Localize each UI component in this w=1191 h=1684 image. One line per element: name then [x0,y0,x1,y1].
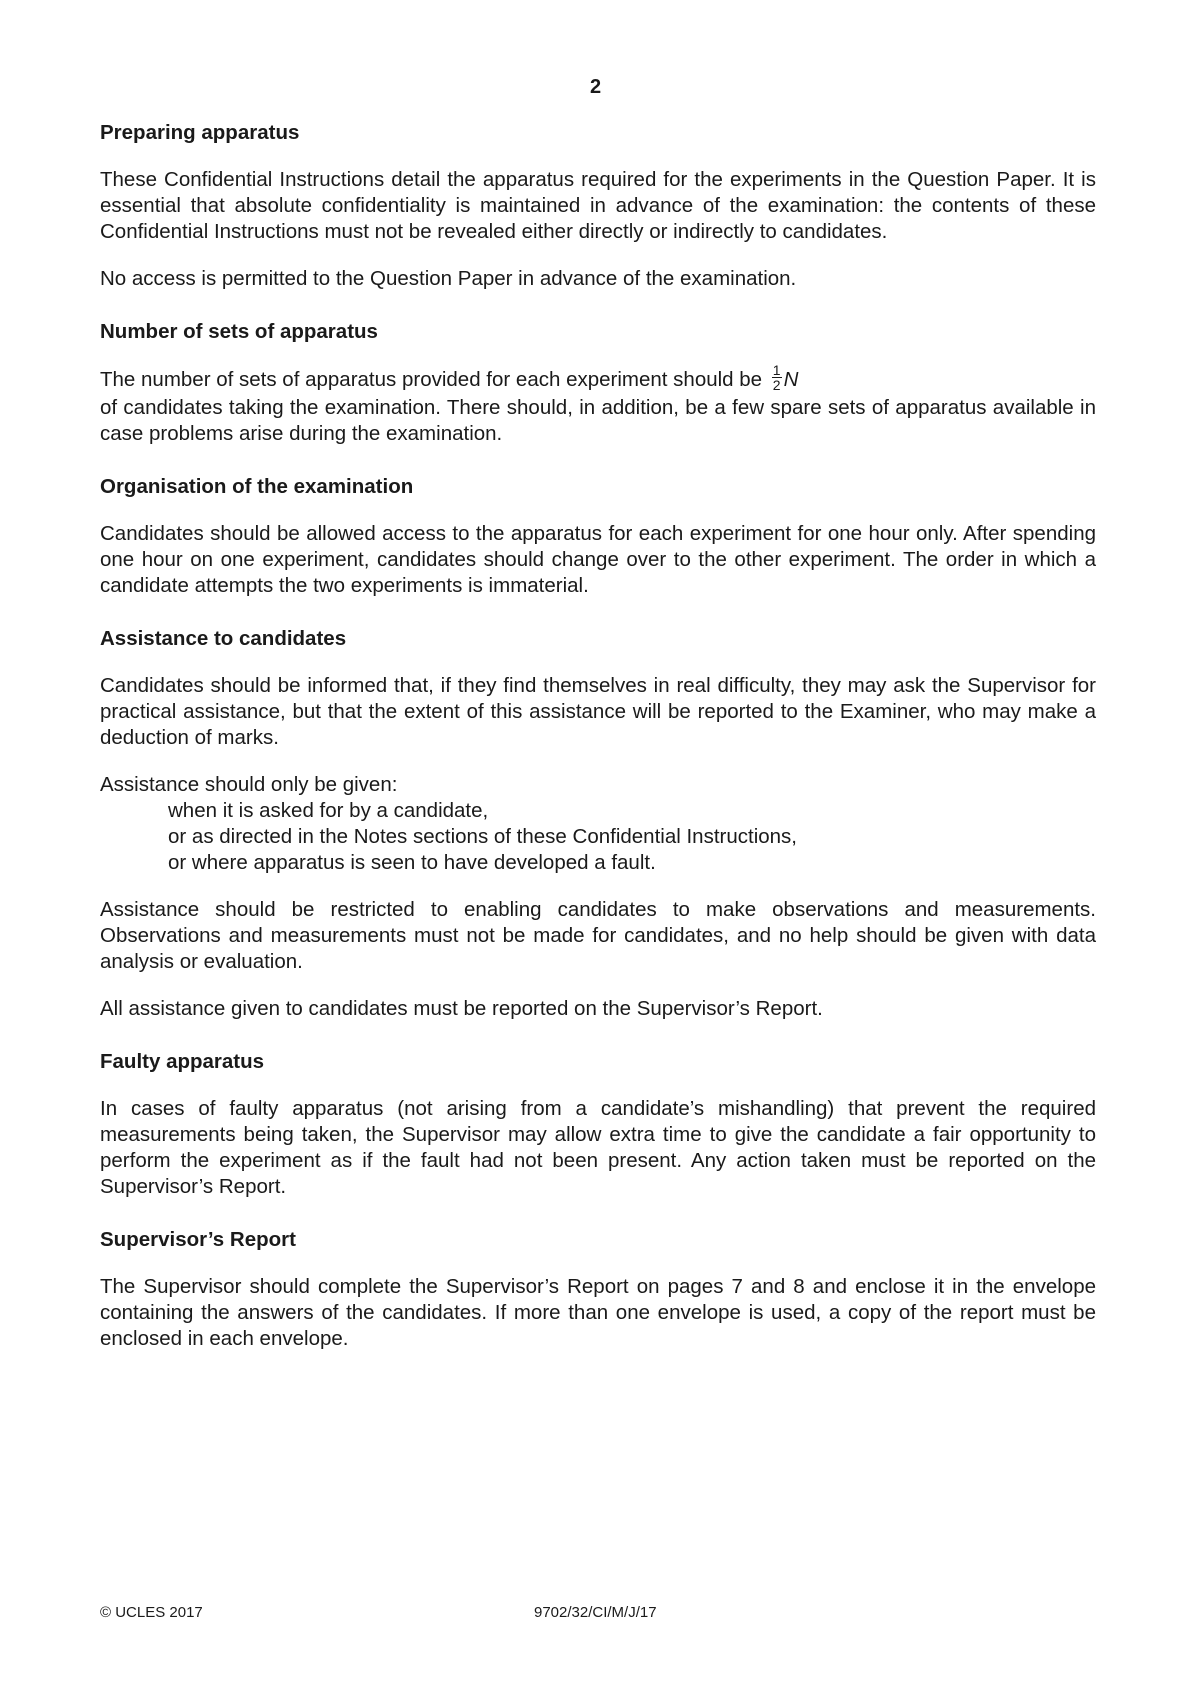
list-item: when it is asked for by a candidate, [168,799,489,822]
list-item: or as directed in the Notes sections of these Confidential Instructions, [168,825,798,848]
paragraph: No access is permitted to the Question Paper in advance of the examination. [100,267,797,290]
document-body [100,120,1096,1373]
paragraph [100,362,1096,395]
section-heading: Number of sets of apparatus [100,320,378,343]
section-heading: Organisation of the examination [100,475,414,498]
paragraph: These Confidential Instructions detail the apparatus required for the experiments in the Question Paper. It is essential that absolute confidentiality is maintained in advance of the examination: the contents of these Confidential Instructions must not be revealed either directly or indirectly to candidates. [100,168,1096,243]
section-heading: Faulty apparatus [100,1050,265,1073]
variable-n: N [783,367,799,391]
copyright-notice: © UCLES 2017 [100,1604,203,1621]
paragraph: of candidates taking the examination. There should, in addition, be a few spare sets of apparatus available in case problems arise during the examination. [100,396,1096,445]
fraction [772,363,782,392]
section-heading: Assistance to candidates [100,627,347,650]
section-supervisors-report [100,1227,1096,1352]
section-organisation [100,474,1096,599]
assistance-list [100,772,1096,876]
fraction-numerator: 1 [772,362,781,378]
section-preparing-apparatus [100,120,1096,292]
fraction-denominator: 2 [772,377,781,393]
paragraph-text: The number of sets of apparatus provided for each experiment should be [100,367,763,391]
page-number: 2 [589,76,602,98]
list-intro: Assistance should only be given: [100,773,398,796]
section-assistance [100,626,1096,1022]
paragraph: Assistance should be restricted to enabling candidates to make observations and measurements. Observations and measurements must not be made for candidates, and no help should be given with data analysis or evaluation. [100,898,1096,973]
paragraph: All assistance given to candidates must be reported on the Supervisor’s Report. [100,997,823,1020]
paragraph: The Supervisor should complete the Supervisor’s Report on pages 7 and 8 and enclose it in the envelope containing the answers of the candidates. If more than one envelope is used, a copy of the report must be enclosed in each envelope. [100,1275,1096,1350]
section-heading: Supervisor’s Report [100,1228,296,1251]
list-item: or where apparatus is seen to have developed a fault. [168,851,656,874]
paragraph: Candidates should be allowed access to the apparatus for each experiment for one hour only. After spending one hour on one experiment, candidates should change over to the other experiment. The order in which a candidate attempts the two experiments is immaterial. [100,522,1096,597]
section-faulty-apparatus [100,1049,1096,1200]
section-heading: Preparing apparatus [100,121,300,144]
section-number-of-sets [100,319,1096,447]
document-code: 9702/32/CI/M/J/17 [534,1604,657,1621]
paragraph: Candidates should be informed that, if they find themselves in real difficulty, they may ask the Supervisor for practical assistance, but that the extent of this assistance will be reported to the Examiner, who may make a deduction of marks. [100,674,1096,749]
paragraph: In cases of faulty apparatus (not arising from a candidate’s mishandling) that prevent the required measurements being taken, the Supervisor may allow extra time to give the candidate a fair opportunity to perform the experiment as if the fault had not been present. Any action taken must be reported on the Supervisor’s Report. [100,1097,1096,1198]
